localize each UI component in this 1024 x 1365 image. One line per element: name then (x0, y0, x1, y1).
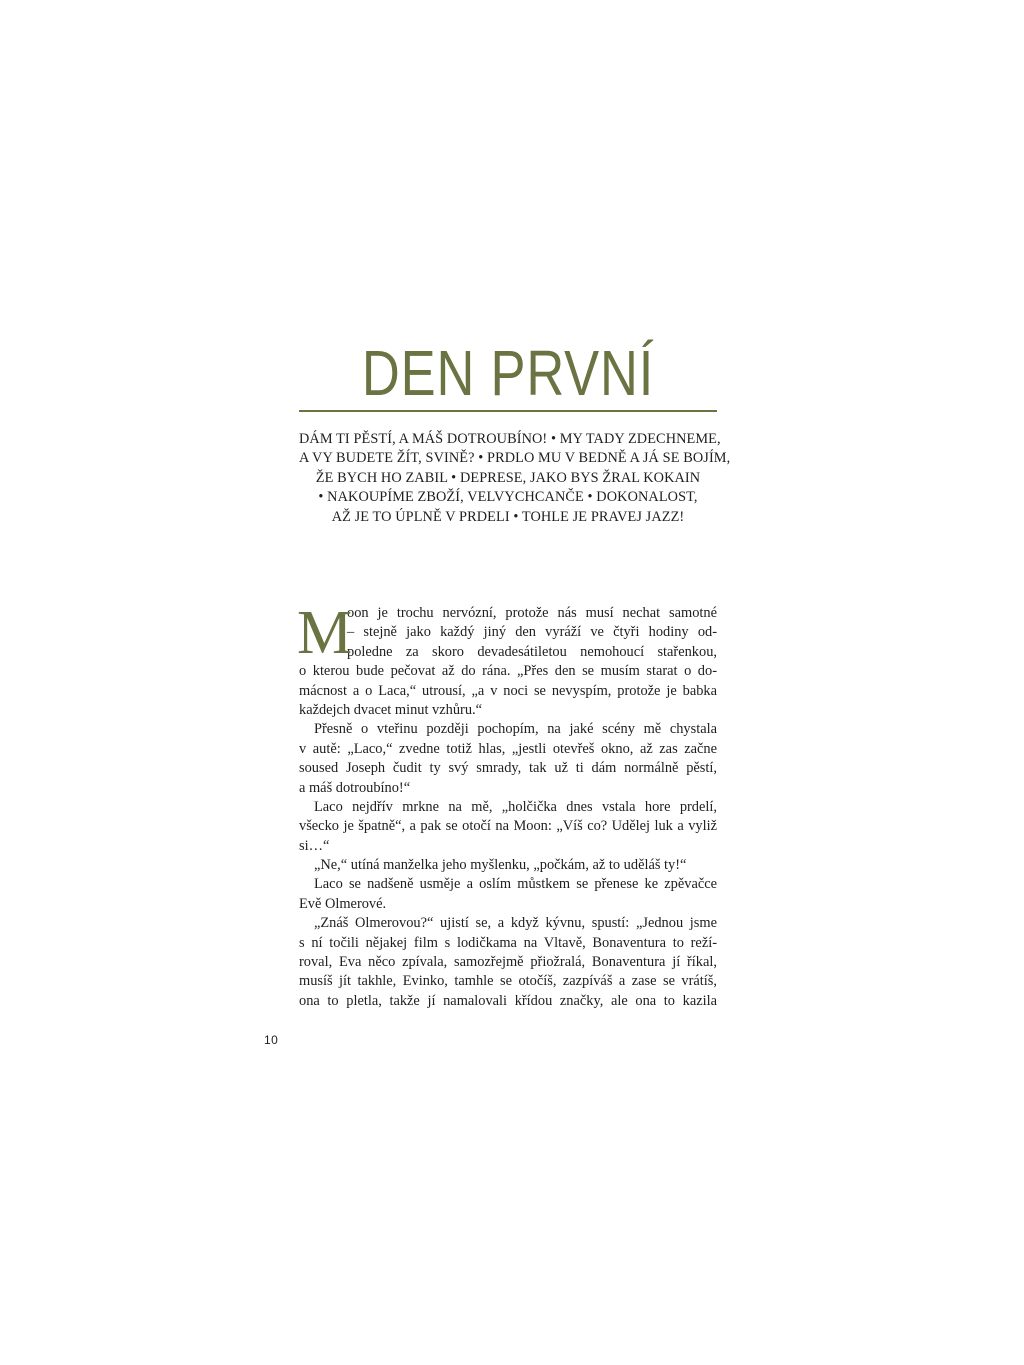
body-text (297, 599, 717, 1011)
text-line: Laco se nadšeně usměje a oslím můstkem se přenese ke zpěvačce (314, 876, 717, 893)
page-number: 10 (264, 1033, 279, 1047)
text-line: o kterou bude pečovat až do rána. „Přes den se musím starat o do- (299, 663, 717, 680)
summary-line: • NAKOUPÍME ZBOŽÍ, VELVYCHCANČE • DOKONALOST, (318, 489, 698, 506)
summary-line: ŽE BYCH HO ZABIL • DEPRESE, JAKO BYS ŽRAL KOKAIN (315, 469, 701, 486)
text-line: ona to pletla, takže jí namalovali křídou značky, ale ona to kazila (299, 992, 717, 1009)
text-line: Přesně o vteřinu později pochopím, na jaké scény mě chystala (314, 721, 717, 738)
text-line: Evě Olmerové. (299, 895, 387, 912)
text-line: v autě: „Laco,“ zvedne totiž hlas, „jestli otevřeš okno, až zas začne (299, 740, 717, 757)
text-line: každejch dvacet minut vzhůru.“ (299, 701, 483, 718)
text-line: „Znáš Olmerovou?“ ujistí se, a když kývnu, spustí: „Jednou jsme (314, 915, 717, 932)
text-line: mácnost a o Laca,“ utrousí, „a v noci se nevyspím, protože je babka (299, 682, 717, 699)
drop-cap: M (297, 599, 353, 667)
chapter-title: DEN PRVNÍ (361, 337, 655, 409)
text-line: musíš jít takhle, Evinko, tamhle se otočíš, zazpíváš a zase se vrátíš, (299, 973, 717, 990)
text-line: Laco nejdřív mrkne na mě, „holčička dnes vstala hore prdelí, (314, 798, 717, 815)
summary-line: A VY BUDETE ŽÍT, SVINĚ? • PRDLO MU V BEDNĚ A JÁ SE BOJÍM, (299, 450, 731, 467)
summary-line: DÁM TI PĚSTÍ, A MÁŠ DOTROUBÍNO! • MY TADY ZDECHNEME, (299, 431, 721, 447)
summary-line: AŽ JE TO ÚPLNĚ V PRDELI • TOHLE JE PRAVEJ JAZZ! (331, 508, 685, 525)
text-line: si…“ (299, 837, 330, 854)
text-line: soused Joseph čudit ty svý smrady, tak už ti dám normálně pěstí, (299, 760, 717, 777)
text-line: poledne za skoro devadesátiletou nemohoucí stařenkou, (347, 643, 717, 660)
text-line: všecko je špatně“, a pak se otočí na Moon: „Víš co? Udělej luk a vyliž (299, 818, 717, 835)
text-line: „Ne,“ utíná manželka jeho myšlenku, „počkám, až to uděláš ty!“ (314, 857, 687, 874)
title-rule (299, 410, 717, 412)
chapter-summary (299, 430, 731, 527)
text-line: a máš dotroubíno!“ (299, 779, 411, 796)
text-line: s ní točili nějakej film s lodičkama na Vltavě, Bonaventura to reží- (299, 934, 717, 951)
text-line: roval, Eva něco zpívala, samozřejmě přiožralá, Bonaventura jí říkal, (299, 954, 717, 971)
text-line: – stejně jako každý jiný den vyráží ve čtyři hodiny od- (347, 624, 717, 641)
text-line: oon je trochu nervózní, protože nás musí nechat samotné (347, 605, 717, 621)
